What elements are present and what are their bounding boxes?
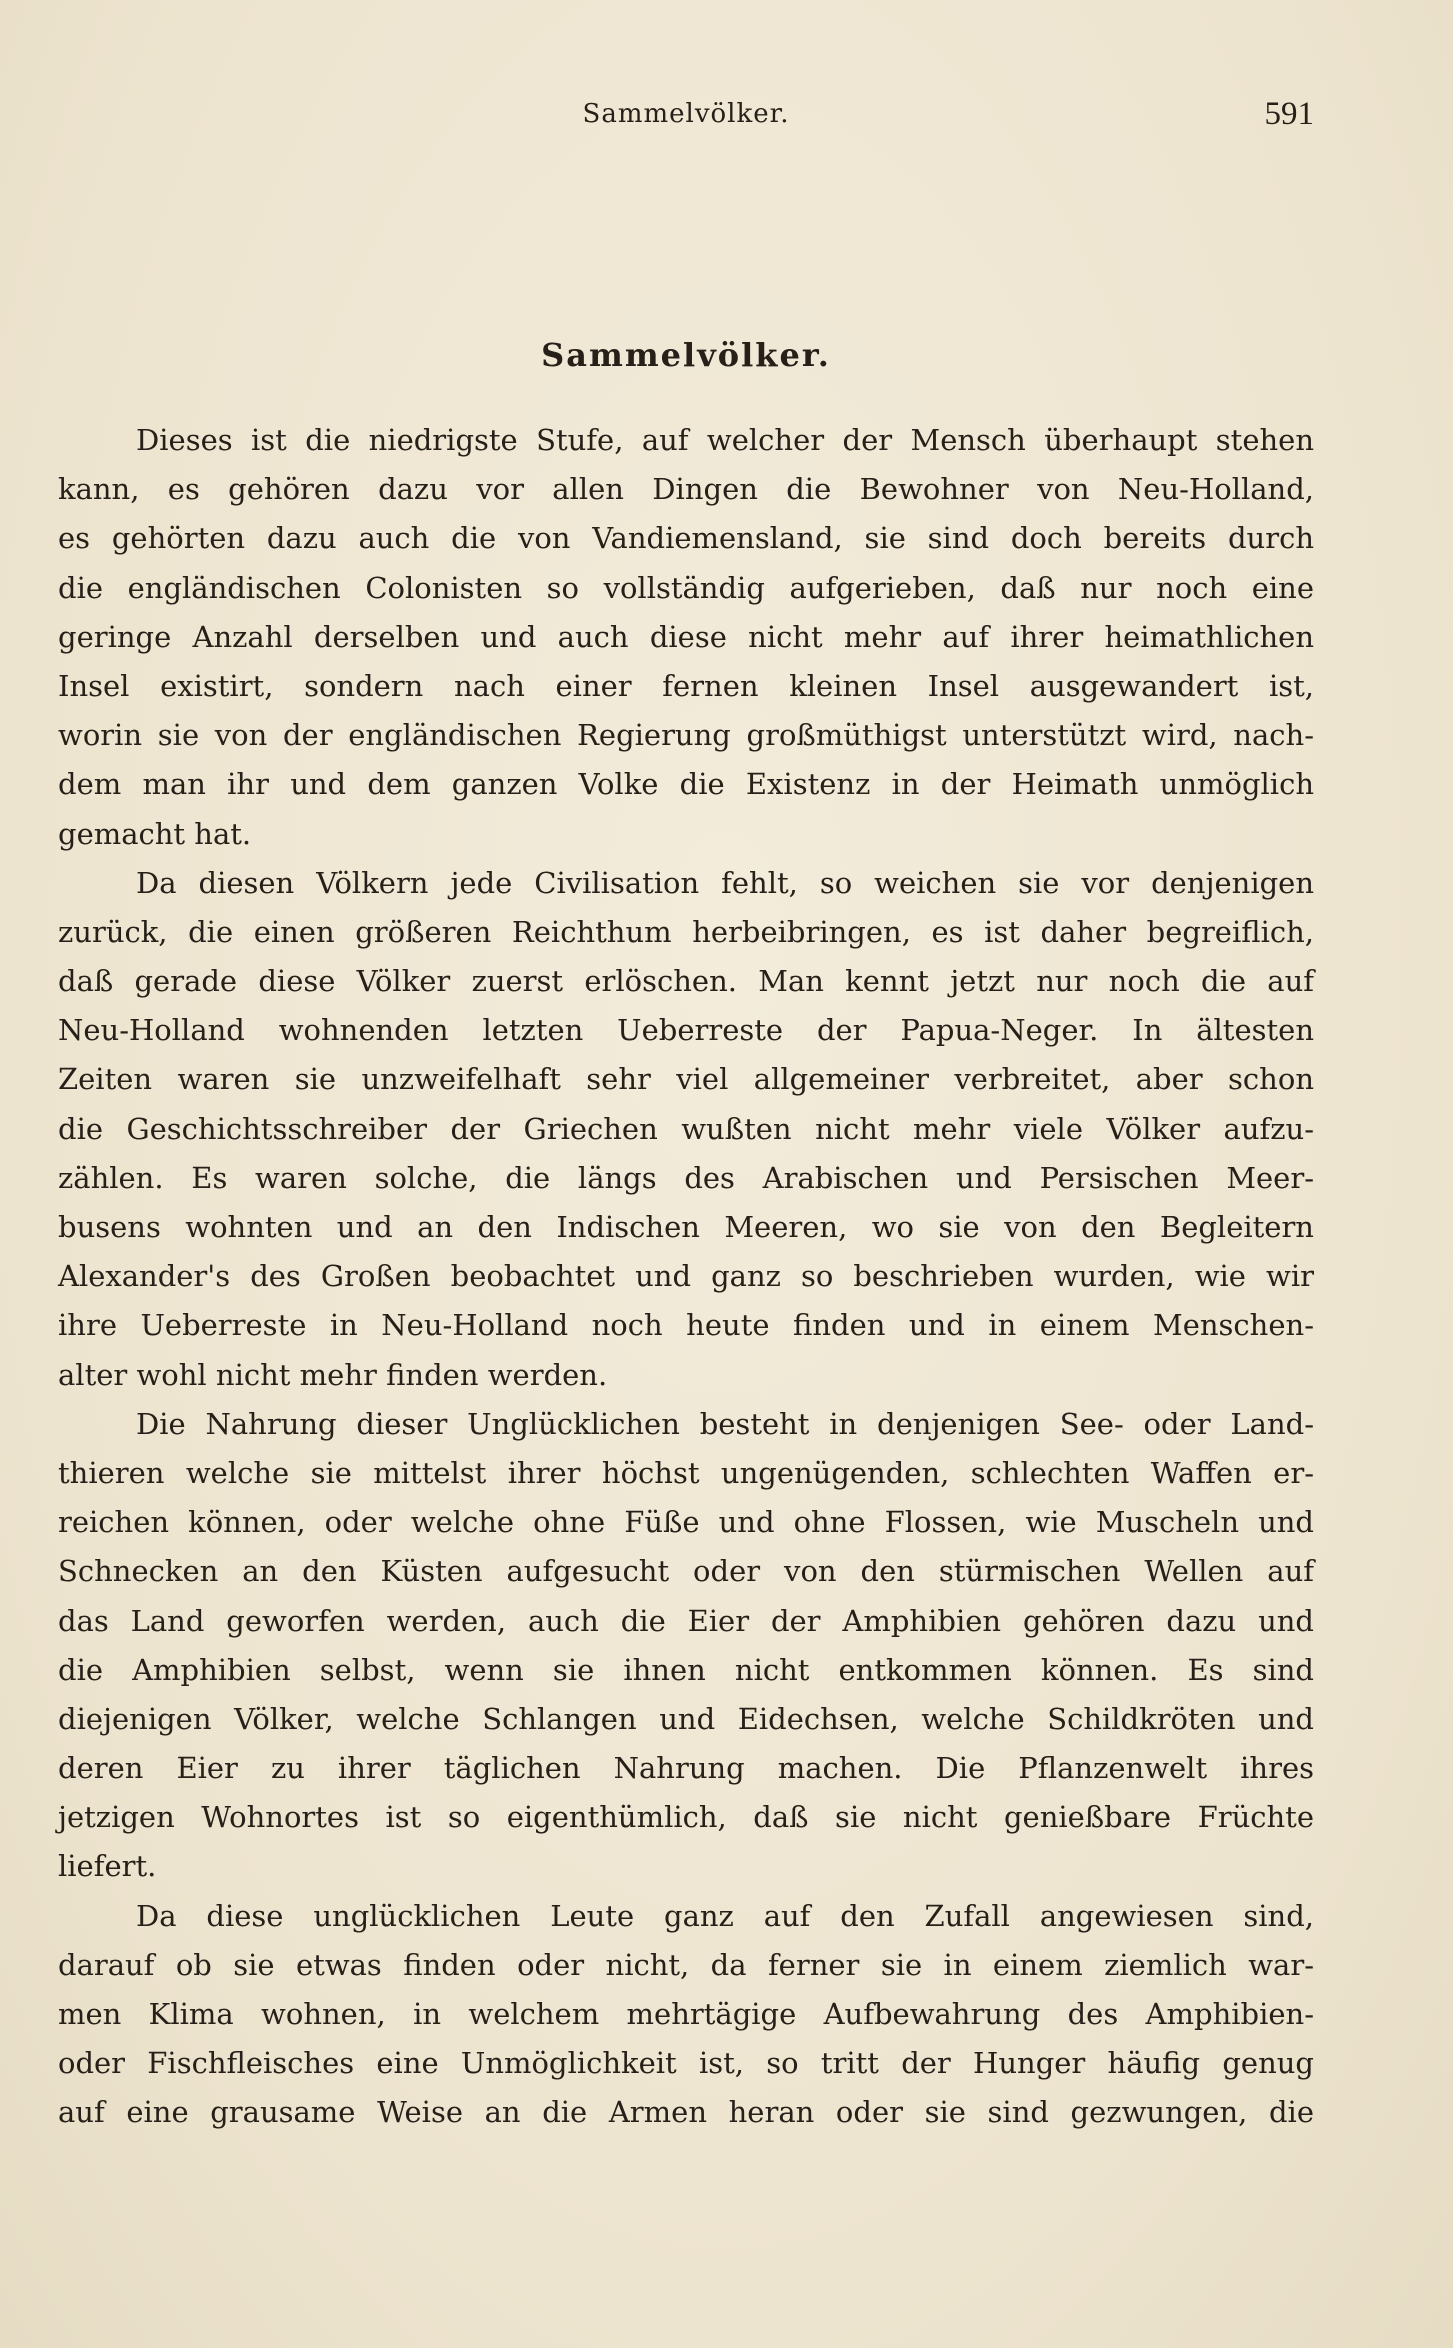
text-line: auf eine grausame Weise an die Armen heran oder sie sind gezwungen, die: [58, 2095, 1314, 2130]
text-line: Da diesen Völkern jede Civilisation fehlt, so weichen sie vor denjenigen: [136, 865, 1314, 900]
paragraph: [58, 1400, 1314, 1892]
body-text: [58, 416, 1314, 2138]
text-line: thieren welche sie mittelst ihrer höchst ungenügenden, schlechten Waffen er-: [58, 1455, 1314, 1490]
text-line: Alexander's des Großen beobachtet und ganz so beschrieben wurden, wie wir: [58, 1259, 1314, 1294]
paragraph: [58, 416, 1314, 859]
text-line: zurück, die einen größeren Reichthum herbeibringen, es ist daher begreiflich,: [58, 914, 1314, 949]
text-line: Neu-Holland wohnenden letzten Ueberreste der Papua-Neger. In ältesten: [58, 1013, 1314, 1048]
text-line: das Land geworfen werden, auch die Eier der Amphibien gehören dazu und: [58, 1603, 1314, 1638]
text-line: ihre Ueberreste in Neu-Holland noch heute finden und in einem Menschen-: [58, 1308, 1314, 1343]
text-line: die Amphibien selbst, wenn sie ihnen nicht entkommen können. Es sind: [58, 1652, 1314, 1687]
text-line: liefert.: [58, 1849, 157, 1884]
text-line: kann, es gehören dazu vor allen Dingen die Bewohner von Neu-Holland,: [58, 472, 1314, 507]
text-line: jetzigen Wohnortes ist so eigenthümlich, daß sie nicht genießbare Früchte: [58, 1800, 1314, 1835]
text-line: es gehörten dazu auch die von Vandiemensland, sie sind doch bereits durch: [58, 521, 1314, 556]
page-number: 591: [1264, 96, 1314, 132]
text-line: dem man ihr und dem ganzen Volke die Existenz in der Heimath unmöglich: [58, 767, 1314, 802]
text-line: Schnecken an den Küsten aufgesucht oder von den stürmischen Wellen auf: [58, 1554, 1314, 1589]
text-line: daß gerade diese Völker zuerst erlöschen. Man kennt jetzt nur noch die auf: [58, 964, 1314, 999]
paragraph: [58, 859, 1314, 1400]
text-line: Dieses ist die niedrigste Stufe, auf welcher der Mensch überhaupt stehen: [136, 423, 1314, 457]
text-line: Da diese unglücklichen Leute ganz auf den Zufall angewiesen sind,: [136, 1898, 1314, 1933]
text-line: die Geschichtsschreiber der Griechen wußten nicht mehr viele Völker aufzu-: [58, 1111, 1314, 1146]
text-line: oder Fischfleisches eine Unmöglichkeit ist, so tritt der Hunger häufig genug: [58, 2046, 1314, 2081]
text-line: reichen können, oder welche ohne Füße und ohne Flossen, wie Muscheln und: [58, 1505, 1314, 1540]
text-line: darauf ob sie etwas finden oder nicht, da ferner sie in einem ziemlich war-: [58, 1947, 1314, 1982]
text-line: Die Nahrung dieser Unglücklichen besteht in denjenigen See- oder Land-: [136, 1406, 1314, 1441]
text-line: gemacht hat.: [58, 816, 252, 851]
text-line: worin sie von der engländischen Regierung großmüthigst unterstützt wird, nach-: [58, 718, 1314, 753]
text-line: geringe Anzahl derselben und auch diese nicht mehr auf ihrer heimathlichen: [58, 619, 1314, 654]
section-heading: Sammelvölker.: [541, 336, 831, 374]
text-line: Zeiten waren sie unzweifelhaft sehr viel allgemeiner verbreitet, aber schon: [58, 1062, 1314, 1097]
text-line: Insel existirt, sondern nach einer fernen kleinen Insel ausgewandert ist,: [58, 668, 1314, 703]
text-line: die engländischen Colonisten so vollständig aufgerieben, daß nur noch eine: [58, 570, 1314, 605]
text-line: zählen. Es waren solche, die längs des Arabischen und Persischen Meer-: [58, 1160, 1314, 1195]
running-head-title: Sammelvölker.: [582, 99, 790, 129]
text-line: alter wohl nicht mehr finden werden.: [58, 1357, 608, 1392]
paragraph: [58, 1892, 1314, 2138]
text-line: men Klima wohnen, in welchem mehrtägige Aufbewahrung des Amphibien-: [58, 1997, 1314, 2031]
running-head: [58, 92, 1314, 136]
text-line: deren Eier zu ihrer täglichen Nahrung machen. Die Pflanzenwelt ihres: [58, 1751, 1314, 1786]
text-line: busens wohnten und an den Indischen Meeren, wo sie von den Begleitern: [58, 1210, 1314, 1244]
text-line: diejenigen Völker, welche Schlangen und Eidechsen, welche Schildkröten und: [58, 1701, 1314, 1736]
